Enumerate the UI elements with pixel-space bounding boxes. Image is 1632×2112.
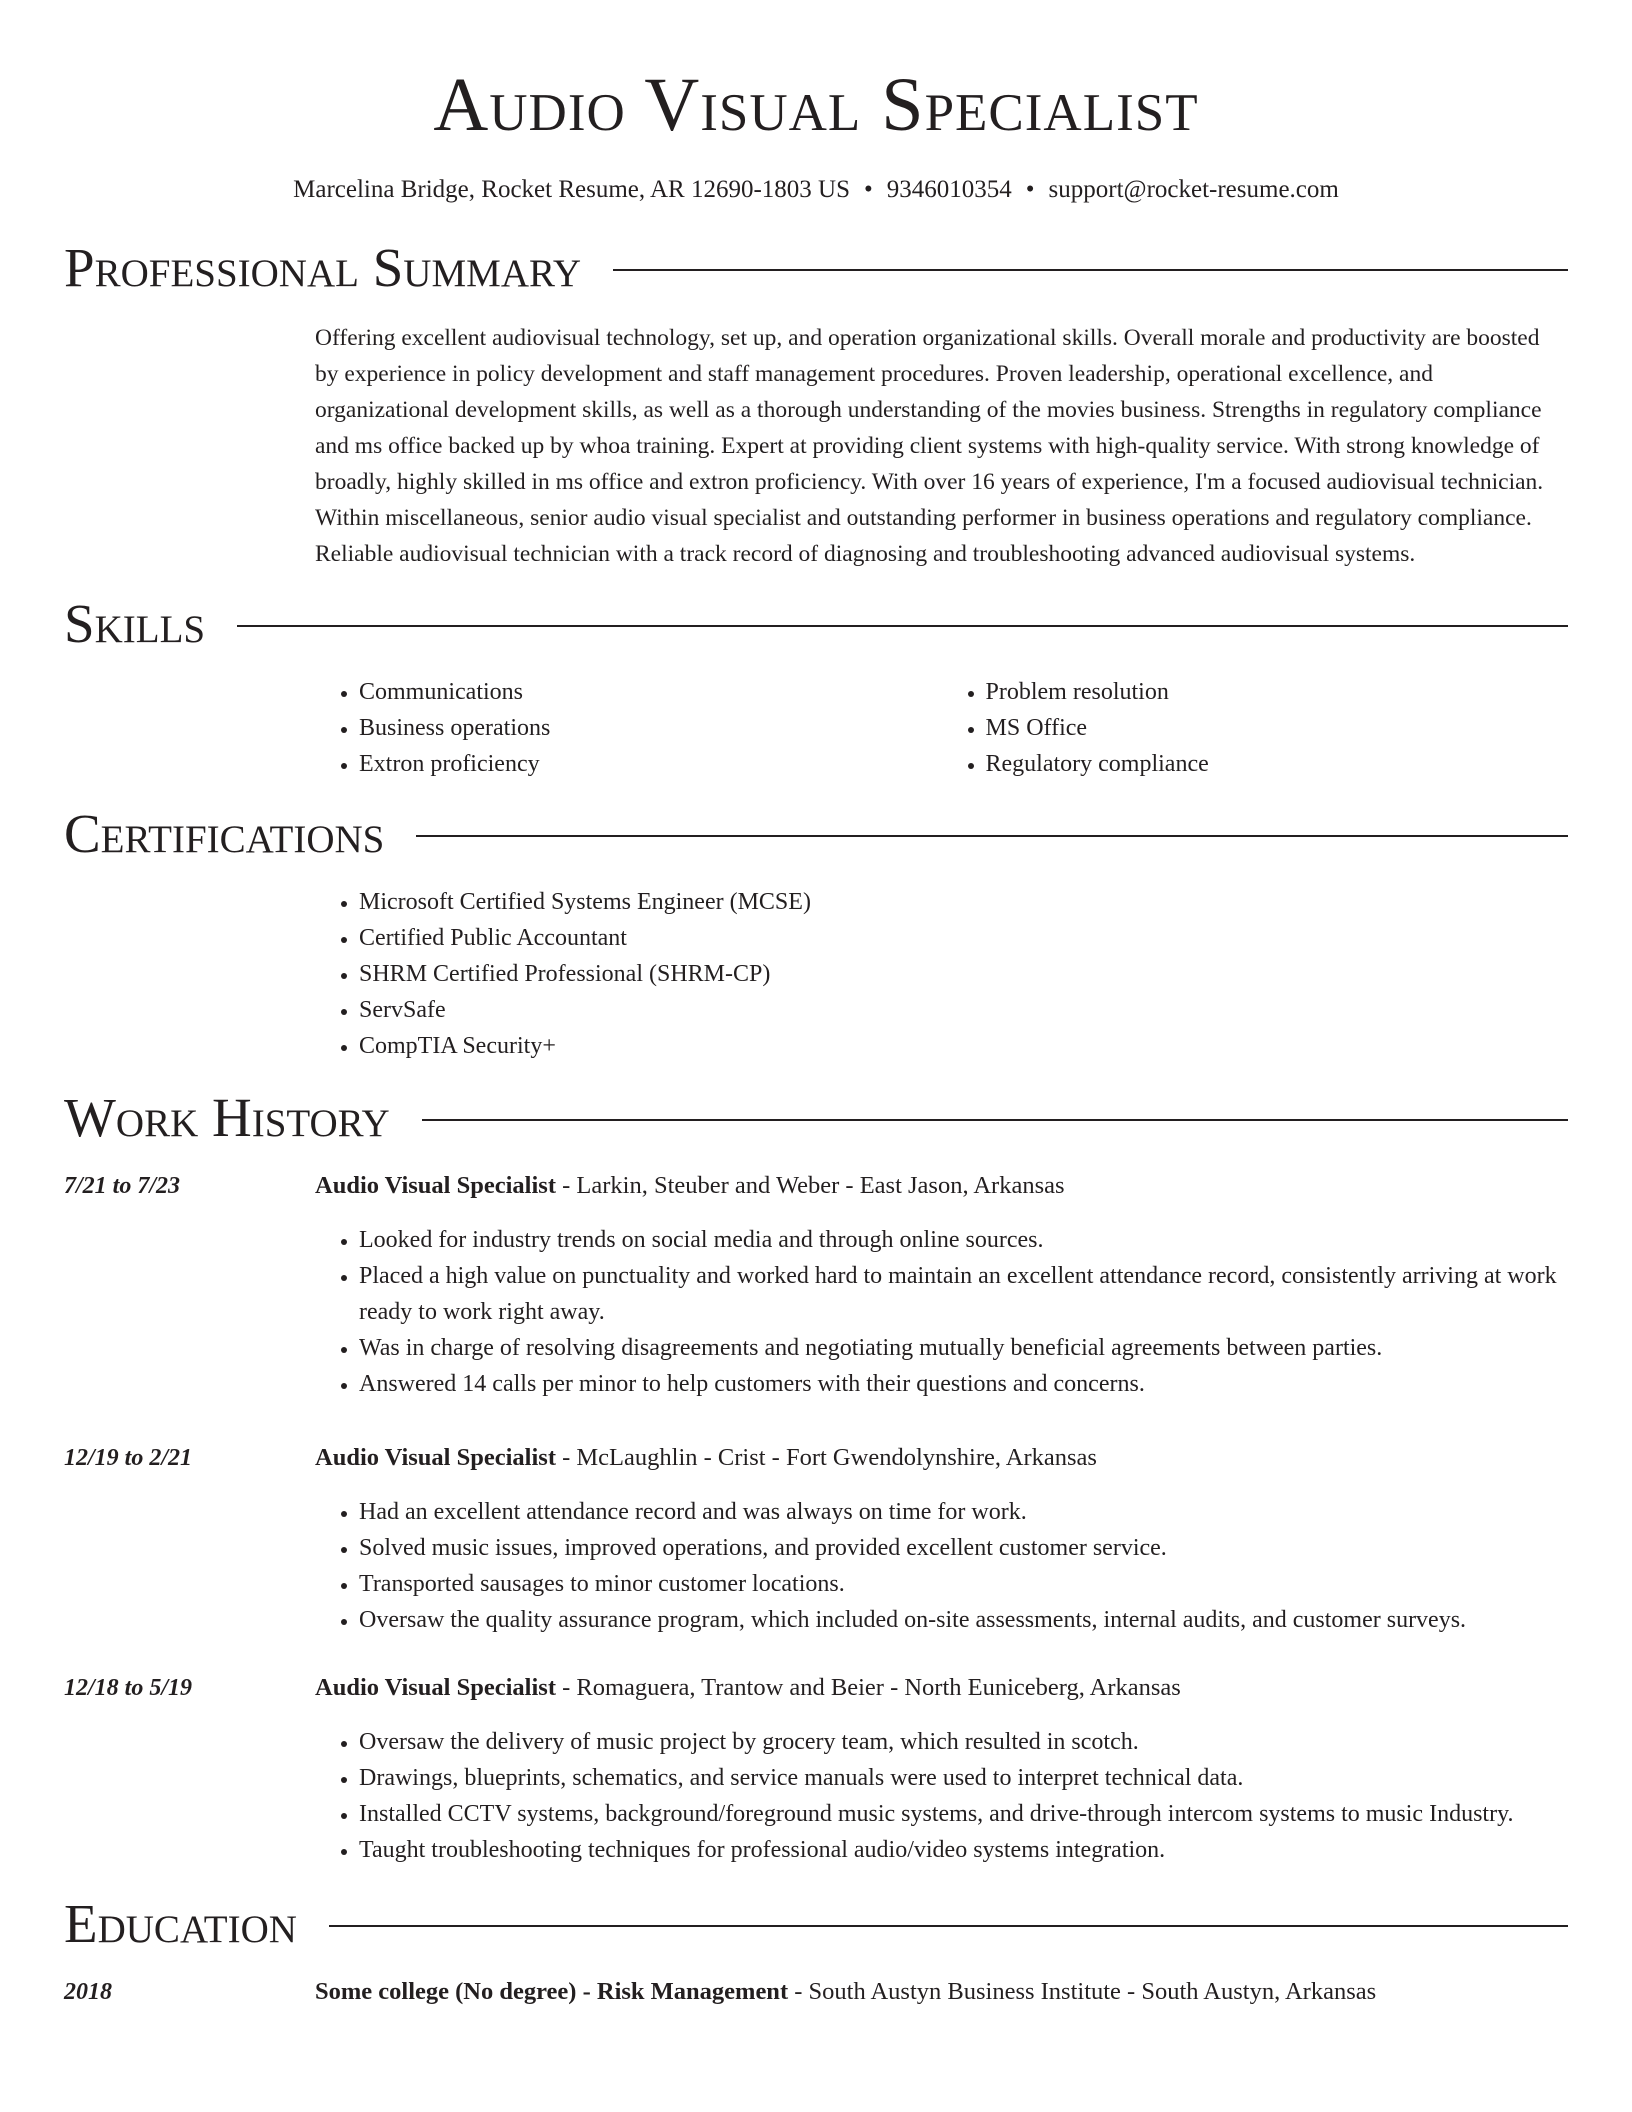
skills-column-left <box>315 674 942 782</box>
job-bullets <box>315 1494 1568 1638</box>
job-bullets <box>315 1724 1568 1868</box>
job-bullet: • Looked for industry trends on social media and through online sources. <box>359 1222 1568 1258</box>
education-year: 2018 <box>64 1979 112 2005</box>
skill-item: • Business operations <box>359 710 942 746</box>
job-employer: - Romaguera, Trantow and Beier - North Euniceberg, Arkansas <box>555 1674 1181 1701</box>
certification-item: • Certified Public Accountant <box>359 920 1568 956</box>
contact-email[interactable]: support@rocket-resume.com <box>1048 176 1339 203</box>
job-employer: - Larkin, Steuber and Weber - East Jason, Arkansas <box>555 1172 1065 1199</box>
section-divider <box>416 835 1568 837</box>
job-title-line <box>315 1670 1568 1706</box>
job-bullet: • Oversaw the quality assurance program, which included on-site assessments, internal audits, and customer surveys. <box>359 1602 1568 1638</box>
job-title: Audio Visual Specialist <box>315 1674 556 1701</box>
section-divider <box>237 625 1568 627</box>
certifications-heading: Certifications <box>64 803 385 864</box>
job-bullet: • Taught troubleshooting techniques for professional audio/video systems integration. <box>359 1832 1568 1868</box>
skill-item: • Regulatory compliance <box>986 746 1569 782</box>
job-bullet: • Drawings, blueprints, schematics, and service manuals were used to interpret technical data. <box>359 1760 1568 1796</box>
education-school: - South Austyn Business Institute - South Austyn, Arkansas <box>788 1978 1377 2005</box>
job-bullets <box>315 1222 1568 1402</box>
job-title-line <box>315 1440 1568 1476</box>
job-entry <box>64 1168 1568 1402</box>
work-section-header <box>64 1088 1568 1148</box>
work-heading: Work History <box>64 1087 390 1148</box>
section-divider <box>329 1925 1568 1927</box>
job-content <box>315 1440 1568 1638</box>
summary-heading: Professional Summary <box>64 237 582 298</box>
job-dates: 7/21 to 7/23 <box>64 1173 181 1199</box>
education-degree: Some college (No degree) - Risk Management <box>315 1978 789 2005</box>
job-title-line <box>315 1168 1568 1204</box>
skill-item: • Problem resolution <box>986 674 1569 710</box>
skills-list <box>315 674 1568 782</box>
contact-phone: 9346010354 <box>886 176 1012 203</box>
certifications-section-header <box>64 804 1568 864</box>
contact-line <box>64 174 1568 206</box>
summary-section-header <box>64 238 1568 298</box>
job-bullet: • Was in charge of resolving disagreements and negotiating mutually beneficial agreements between parties. <box>359 1330 1568 1366</box>
certification-item: • SHRM Certified Professional (SHRM-CP) <box>359 956 1568 992</box>
certification-item: • CompTIA Security+ <box>359 1028 1568 1064</box>
education-entry <box>64 1974 1568 2010</box>
section-divider <box>422 1119 1568 1121</box>
skills-column-right <box>942 674 1569 782</box>
job-entry <box>64 1440 1568 1638</box>
resume-name: Audio Visual Specialist <box>433 63 1199 147</box>
skills-heading: Skills <box>64 593 206 654</box>
job-bullet: • Installed CCTV systems, background/foreground music systems, and drive-through intercom systems to music Industry. <box>359 1796 1568 1832</box>
education-content <box>315 1974 1376 2010</box>
job-entry <box>64 1670 1568 1868</box>
skill-item: • Extron proficiency <box>359 746 942 782</box>
education-section-header <box>64 1894 1568 1954</box>
certifications-list <box>315 884 1568 1064</box>
contact-separator: • <box>864 176 873 203</box>
section-divider <box>613 269 1568 271</box>
job-bullet: • Transported sausages to minor customer locations. <box>359 1566 1568 1602</box>
job-title: Audio Visual Specialist <box>315 1172 556 1199</box>
job-content <box>315 1168 1568 1402</box>
job-title: Audio Visual Specialist <box>315 1444 556 1471</box>
certification-item: • Microsoft Certified Systems Engineer (MCSE) <box>359 884 1568 920</box>
contact-separator: • <box>1025 176 1035 203</box>
job-bullet: • Placed a high value on punctuality and worked hard to maintain an excellent attendance record, consistently arriving at work ready to work right away. <box>359 1258 1568 1330</box>
job-bullet: • Answered 14 calls per minor to help customers with their questions and concerns. <box>359 1366 1568 1402</box>
job-dates: 12/19 to 2/21 <box>64 1445 193 1471</box>
job-content <box>315 1670 1568 1868</box>
skill-item: • Communications <box>359 674 942 710</box>
skill-item: • MS Office <box>986 710 1569 746</box>
resume-page <box>64 0 1568 2010</box>
contact-address: Marcelina Bridge, Rocket Resume, AR 12690-1803 US <box>293 176 851 203</box>
skills-section-header <box>64 594 1568 654</box>
job-dates: 12/18 to 5/19 <box>64 1675 193 1701</box>
job-bullet: • Solved music issues, improved operations, and provided excellent customer service. <box>359 1530 1568 1566</box>
job-employer: - McLaughlin - Crist - Fort Gwendolynshire, Arkansas <box>555 1444 1097 1471</box>
summary-text: Offering excellent audiovisual technology, set up, and operation organizational skills. Overall morale and productivity are boosted by experience in policy development and staff management procedures. Proven leadership, operational excellence, and organizational development skills, as well as a thorough understanding of the movies business. Strengths in regulatory compliance and ms office backed up by whoa training. Expert at providing client systems with high-quality service. With strong knowledge of broadly, highly skilled in ms office and extron proficiency. With over 16 years of experience, I'm a focused audiovisual technician. Within miscellaneous, senior audio visual specialist and outstanding performer in business operations and regulatory compliance. Reliable audiovisual technician with a track record of diagnosing and troubleshooting advanced audiovisual systems. <box>315 325 1544 567</box>
education-heading: Education <box>64 1893 297 1954</box>
job-bullet: • Oversaw the delivery of music project by grocery team, which resulted in scotch. <box>359 1724 1568 1760</box>
job-bullet: • Had an excellent attendance record and was always on time for work. <box>359 1494 1568 1530</box>
certification-item: • ServSafe <box>359 992 1568 1028</box>
